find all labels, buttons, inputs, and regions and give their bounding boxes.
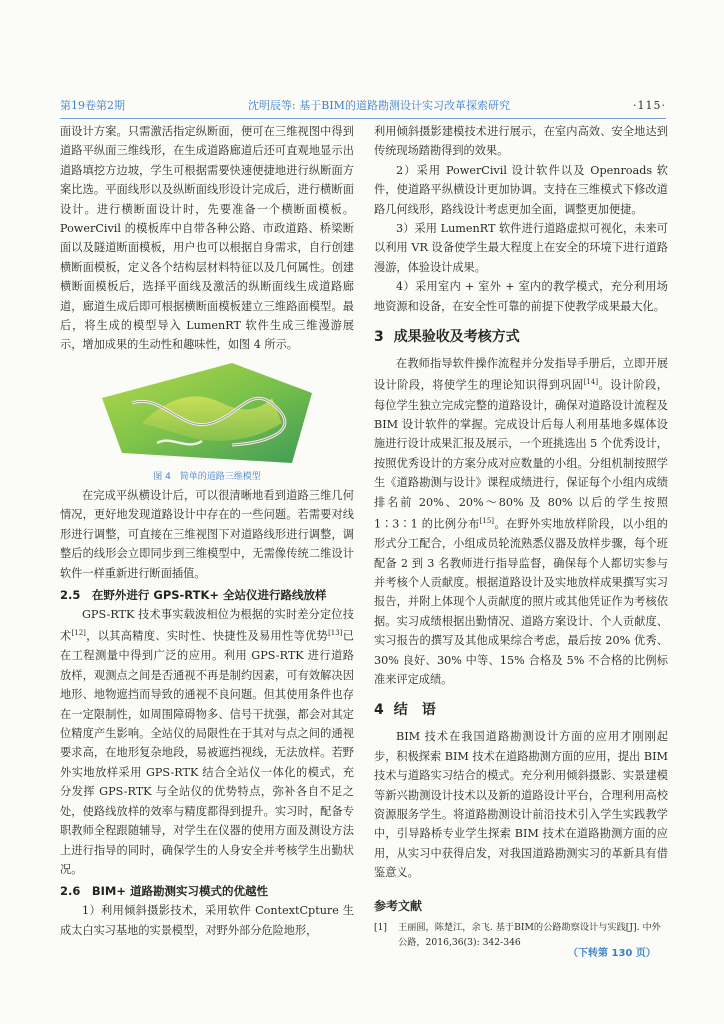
- continued-note: （下转第 130 页）: [568, 948, 656, 959]
- paragraph: BIM 技术在我国道路勘测设计方面的应用才刚刚起步，积极探索 BIM 技术在道路勘测方面的应用，提出 BIM 技术与道路实习结合的模式。充分利用倾斜摄影、实景建模等新兴勘测设计技术以及新的道路设计平台，合理利用高校资源服务学生。将道路勘测设计前沿技术引入学生实践教学中，引导路桥专业学生探索 BIM 技术在道路勘测方面的应用，从实习中获得启发，对我国道路勘测实习的革新具有借鉴意义。: [374, 730, 668, 880]
- running-title: 沈明辰等: 基于BIM的道路勘测设计实习改革探索研究: [248, 99, 510, 112]
- section-title: 结 语: [393, 702, 436, 719]
- paragraph: 在完成平纵横设计后，可以很清晰地看到道路三维几何情况，更好地发现道路设计中存在的一些问题。若需要对线形进行调整，可直接在三维视图下对道路线形进行调整，调整后的线形会立即同步到三维模型中，无需像传统二维设计软件一样重新进行断面插值。: [60, 488, 354, 580]
- section-number: 3: [374, 329, 384, 346]
- right-column: [374, 122, 668, 950]
- section-number: 4: [374, 702, 384, 719]
- paragraph: [374, 354, 668, 689]
- road-3d-model-image: [102, 363, 312, 463]
- figure-4: [60, 363, 354, 482]
- page-number: ·115·: [633, 98, 666, 112]
- citation: [15]: [479, 517, 495, 526]
- section-heading-2-5: 2.5 在野外进行 GPS-RTK+ 全站仪进行路线放样: [60, 587, 327, 602]
- text-run: 。在野外实地放样阶段，以小组的形式分工配合，小组成员轮流熟悉仪器及放样步骤，每个班配备 2 到 3 名教师进行指导监督，确保每个人都切实参与并考核个人贡献度。根据道路设计及实地放样成果撰写实习报告，并附上体现个人贡献度的照片或其他凭证作为考核依据。实习成绩根据出勤情况、道路方案设计、个人贡献度、实习报告的撰写及其他成果综合考虑，最后按 20% 优秀、30% 良好、30% 中等、15% 合格及 5% 不合格的比例标准来评定成绩。: [374, 517, 668, 687]
- section-heading-3: [374, 326, 668, 346]
- paragraph: 3）采用 LumenRT 软件进行道路虚拟可视化，未来可以利用 VR 设备使学生最大程度上在安全的环境下进行道路漫游，体验设计成果。: [374, 222, 668, 274]
- figure-caption: 图 4 简单的道路三维模型: [153, 471, 261, 482]
- header-rule: [60, 118, 666, 119]
- paragraph: 4）采用室内 + 室外 + 室内的教学模式，充分利用场地资源和设备，在安全性可靠的前提下使教学成果最大化。: [374, 280, 668, 313]
- citation: [12]: [71, 629, 86, 638]
- section-title: 成果验收及考核方式: [393, 329, 520, 346]
- reference-number: [1]: [374, 921, 388, 933]
- citation: [14]: [583, 378, 599, 387]
- text-run: 在教师指导软件操作流程并分发指导手册后，立即开展设计阶段，将使学生的理论知识得到巩固: [374, 357, 668, 393]
- text-run: 。设计阶段，每位学生独立完成完整的道路设计，确保对道路设计流程及 BIM 设计软件的掌握。完成设计后每人利用基地多媒体设施进行设计成果汇报及展示，一个班挑选出 5 个优秀设计，按照优秀设计的方案分成对应数量的小组。分组机制按照学生《道路勘测与设计》课程成绩进行，保证每个小组内成绩排名前 20%、20%～80% 及 80% 以后的学生按照 1∶3∶1 的比例分布: [374, 379, 668, 531]
- text-run: 已在工程测量中得到广泛的应用。利用 GPS-RTK 进行道路放样，观测点之间是否通视不再是制约因素，可有效解决因地形、地物遮挡而导致的通视不良问题。但其使用条件也存在一定限制性，如周围障碍物多、信号干扰强，都会对其定位精度产生影响。全站仪的局限性在于其对与点之间的通视要求高，在地形复杂地段，易被遮挡视线，无法放样。若野外实地放样采用 GPS-RTK 结合全站仪一体化的模式，充分发挥 GPS-RTK 与全站仪的优势特点，弥补各自不足之处，使路线放样的效率与精度都得到提升。实习时，配备专职教师全程跟随辅导，对学生在仪器的使用方面及测设方法上进行指导的同时，确保学生的人身安全并考核学生出勤状况。: [60, 630, 354, 876]
- journal-issue: 第19卷第2期: [60, 99, 125, 112]
- paragraph: 利用倾斜摄影建模技术进行展示，在室内高效、安全地达到传统现场踏勘得到的效果。: [374, 125, 668, 158]
- text-run: GPS-RTK 技术事实载波相位为根据的实时差分定位技术: [60, 607, 354, 644]
- running-header: [60, 94, 666, 116]
- left-column: [60, 122, 354, 940]
- citation: [13]: [328, 629, 343, 638]
- paragraph: 面设计方案。只需激活指定纵断面，便可在三维视图中得到道路平纵面三维线形，在生成道路廊道后还可直观地显示出道路填挖方边坡，学生可根据需要快速便捷地进行纵断面方案比选。平面线形以及纵断面线形设计完成后，进行横断面设计。进行横断面设计时，先要准备一个横断面模板。PowerCivil 的模板库中自带各种公路、市政道路、桥梁断面以及隧道断面模板，用户也可以根据自身需求，自行创建横断面模板，定义各个结构层材料特征以及几何属性。创建横断面模板后，选择平面线及激活的纵断面线生成道路廊道，廊道生成后即可根据横断面模板建立三维路面模型。最后，将生成的模型导入 LumenRT 软件生成三维漫游展示，增加成果的生动性和趣味性，如图 4 所示。: [60, 125, 354, 352]
- paragraph: 2）采用 PowerCivil 设计软件以及 Openroads 软件，使道路平纵横设计更加协调。支持在三维模式下修改道路几何线形，路线设计考虑更加全面，调整更加便捷。: [374, 163, 668, 216]
- paragraph: [60, 605, 354, 879]
- section-heading-2-6: 2.6 BIM+ 道路勘测实习模式的优越性: [60, 884, 268, 899]
- references-heading: 参考文献: [374, 898, 423, 913]
- section-heading-4: [374, 699, 668, 719]
- reference-text: 王丽圆，陈楚江，余飞. 基于BIM的公路勘察设计与实践[J]. 中外公路，2016,36(3): 342-346: [398, 921, 661, 948]
- paragraph: 1）利用倾斜摄影技术，采用软件 ContextCpture 生成太白实习基地的实景模型，对野外部分危险地形，: [60, 904, 354, 937]
- text-run: ，以其高精度、实时性、快捷性及易用性等优势: [85, 630, 329, 644]
